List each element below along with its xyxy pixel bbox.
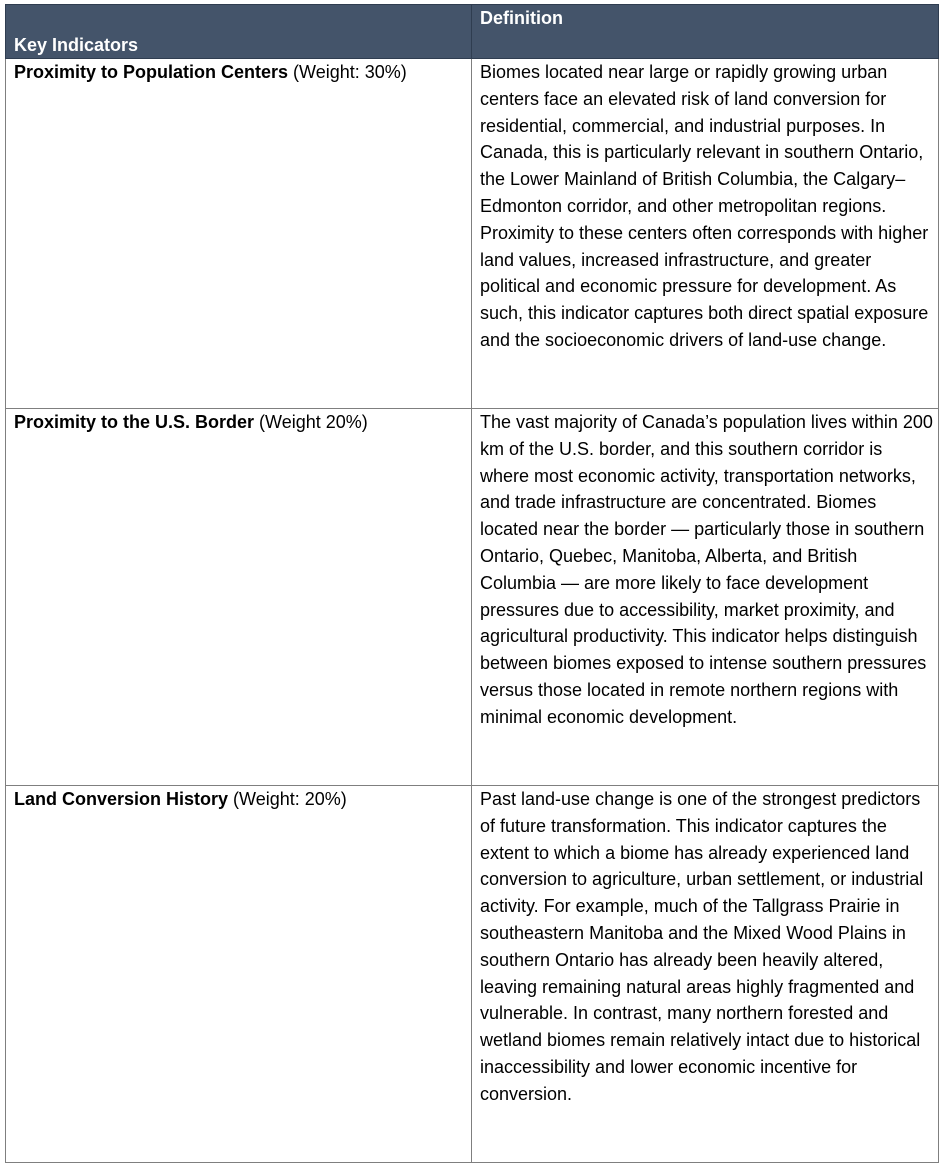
table-row (6, 786, 939, 1163)
indicator-weight: (Weight 20%) (254, 412, 368, 432)
definition-cell: Biomes located near large or rapidly growing urban centers face an elevated risk of land conversion for residential, commercial, and industrial purposes. In Canada, this is particularly relevant in southern Ontario, the Lower Mainland of British Columbia, the Calgary–Edmonton corridor, and other metropolitan regions. Proximity to these centers often corresponds with higher land values, increased infrastructure, and greater political and economic pressure for development. As such, this indicator captures both direct spatial exposure and the socioeconomic drivers of land-use change. (472, 59, 939, 409)
table-row (6, 59, 939, 409)
indicator-name: Proximity to the U.S. Border (14, 412, 255, 432)
indicator-weight: (Weight: 30%) (288, 62, 407, 82)
definition-cell: The vast majority of Canada’s population lives within 200 km of the U.S. border, and this southern corridor is where most economic activity, transportation networks, and trade infrastructure are concentrated. Biomes located near the border — particularly those in southern Ontario, Quebec, Manitoba, Alberta, and British Columbia — are more likely to face development pressures due to accessibility, market proximity, and agricultural productivity. This indicator helps distinguish between biomes exposed to intense southern pressures versus those located in remote northern regions with minimal economic development. (472, 409, 939, 786)
definition-cell: Past land-use change is one of the strongest predictors of future transformation. This indicator captures the extent to which a biome has already experienced land conversion to agriculture, urban settlement, or industrial activity. For example, much of the Tallgrass Prairie in southeastern Manitoba and the Mixed Wood Plains in southern Ontario has already been heavily altered, leaving remaining natural areas highly fragmented and vulnerable. In contrast, many northern forested and wetland biomes remain relatively intact due to historical inaccessibility and lower economic incentive for conversion. (472, 786, 939, 1163)
header-key-indicators: Key Indicators (6, 5, 472, 59)
indicator-cell (6, 59, 472, 409)
indicator-name: Land Conversion History (14, 789, 229, 809)
key-indicators-table (5, 4, 939, 1163)
indicator-name: Proximity to Population Centers (14, 62, 289, 82)
indicator-cell (6, 786, 472, 1163)
header-definition: Definition (472, 5, 939, 59)
header-row (6, 5, 939, 59)
indicator-weight: (Weight: 20%) (228, 789, 347, 809)
indicator-cell (6, 409, 472, 786)
table-row (6, 409, 939, 786)
